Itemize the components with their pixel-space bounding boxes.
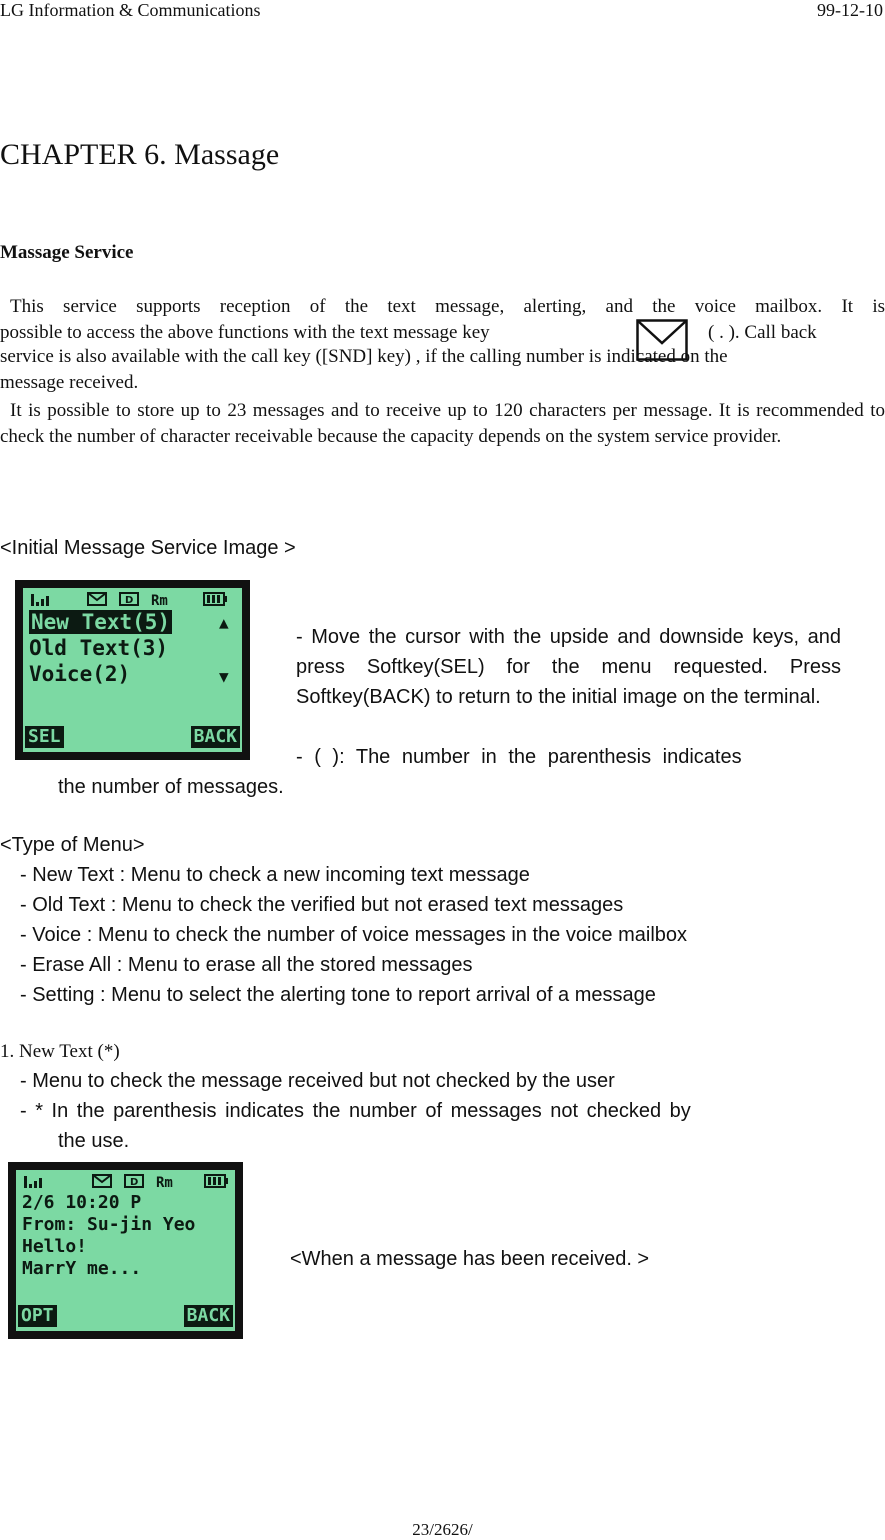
intro-line2b: ( . ). Call back [708, 322, 817, 343]
menu-row-new-text[interactable]: New Text(5) [31, 610, 171, 634]
menu-type-item: - Setting : Menu to select the alerting tone to report arrival of a message [20, 984, 656, 1006]
svg-text:D: D [125, 595, 134, 606]
message-time: 2/6 10:20 P [22, 1192, 142, 1213]
battery-icon [204, 1174, 228, 1192]
page-number: 23/2626/ [412, 1520, 473, 1539]
roaming-indicator: Rm [156, 1175, 173, 1191]
message-body-line2: MarrY me... [22, 1258, 142, 1279]
new-text-item2b: the use. [58, 1130, 130, 1152]
menu-row-voice[interactable]: Voice(2) [29, 662, 131, 686]
figure1-caption: <Initial Message Service Image > [0, 537, 296, 559]
new-text-item2a: - * In the parenthesis indicates the number of messages not checked by [20, 1100, 691, 1122]
status-bar [16, 1174, 235, 1192]
figure2-caption: <When a message has been received. > [290, 1248, 650, 1270]
scroll-up-icon: ▲ [219, 613, 229, 632]
new-text-heading: 1. New Text (*) [0, 1041, 120, 1062]
phone-screen-message [8, 1162, 243, 1339]
softkey-back[interactable]: BACK [184, 1305, 233, 1327]
menu-types-heading: <Type of Menu> [0, 834, 145, 856]
header-date: 99-12-10 [817, 0, 883, 20]
roaming-indicator: Rm [151, 593, 168, 609]
softkey-sel[interactable]: SEL [25, 726, 64, 748]
new-text-item1: - Menu to check the message received but not checked by the user [20, 1070, 615, 1092]
header-company: LG Information & Communications [0, 0, 261, 20]
menu-type-item: - New Text : Menu to check a new incoming text message [20, 864, 530, 886]
envelope-icon [87, 592, 107, 610]
intro-line2a: possible to access the above functions with the text message key [0, 322, 490, 343]
phone-screen-menu [15, 580, 250, 760]
chapter-title: CHAPTER 6. Massage [0, 138, 280, 171]
menu-type-item: - Erase All : Menu to erase all the stored messages [20, 954, 473, 976]
voicemail-icon [119, 592, 139, 610]
signal-icon [31, 592, 53, 610]
figure1-desc2b: the number of messages. [58, 776, 284, 798]
svg-text:D: D [130, 1177, 139, 1188]
voicemail-icon [124, 1174, 144, 1192]
menu-type-item: - Old Text : Menu to check the verified but not erased text messages [20, 894, 624, 916]
intro-line3: service is also available with the call key ([SND] key) , if the calling number is indicated on the [0, 346, 728, 367]
softkey-back[interactable]: BACK [191, 726, 240, 748]
softkey-opt[interactable]: OPT [18, 1305, 57, 1327]
scroll-down-icon: ▼ [219, 667, 229, 686]
menu-row-old-text[interactable]: Old Text(3) [29, 636, 169, 660]
figure1-desc2a: - ( ): The number in the parenthesis indicates [296, 746, 742, 768]
intro-line1: This service supports reception of the text message, alerting, and the voice mailbox. It is [10, 296, 885, 317]
status-bar [23, 592, 242, 610]
intro-para2: It is possible to store up to 23 messages and to receive up to 120 characters per message. It is recommended to check the number of character receivable because the capacity depends on the system service provider. [0, 400, 885, 447]
figure1-desc1: - Move the cursor with the upside and downside keys, and press Softkey(SEL) for the menu requested. Press Softkey(BACK) to return to the initial image on the terminal. [296, 626, 841, 708]
intro-line4: message received. [0, 372, 139, 393]
envelope-icon [92, 1174, 112, 1192]
section-title: Massage Service [0, 242, 134, 263]
battery-icon [203, 592, 227, 610]
message-sender: From: Su-jin Yeo [22, 1214, 196, 1235]
menu-type-item: - Voice : Menu to check the number of voice messages in the voice mailbox [20, 924, 688, 946]
message-body-line1: Hello! [22, 1236, 88, 1257]
signal-icon [24, 1174, 46, 1192]
